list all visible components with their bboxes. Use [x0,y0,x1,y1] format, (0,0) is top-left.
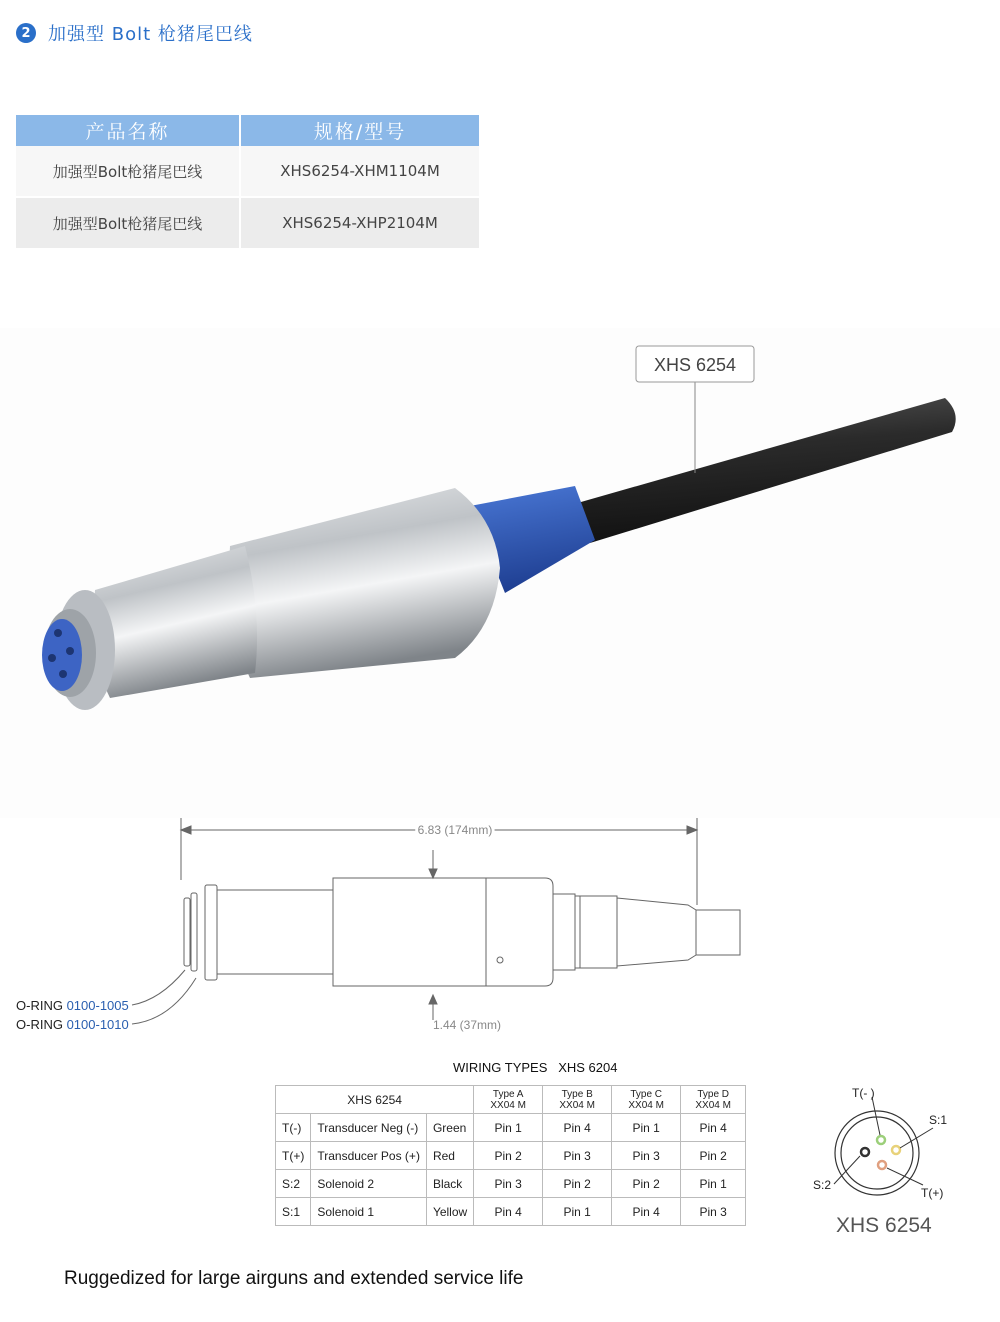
product-photo [0,328,1000,818]
wire-pin: Pin 4 [474,1198,543,1226]
section-number-badge: 2 [16,23,36,43]
section-title: 加强型 Bolt 枪猪尾巴线 [48,24,253,45]
footer-tagline: Ruggedized for large airguns and extended service life [64,1268,524,1289]
wire-pin: Pin 1 [681,1170,746,1198]
wire-code: S:1 [276,1198,311,1226]
wire-pin: Pin 2 [474,1142,543,1170]
pinout-inner-ring [841,1117,913,1189]
wiring-type-header: Type D XX04 M [681,1086,746,1114]
spec-cell-name: 加强型Bolt枪猪尾巴线 [16,146,240,197]
wire-pin: Pin 2 [612,1170,681,1198]
wire-pin: Pin 1 [543,1198,612,1226]
pin-label-s2: S:2 [813,1178,832,1192]
spec-header-name: 产品名称 [16,115,240,146]
section-header [16,20,253,46]
spec-cell-model: XHS6254-XHM1104M [240,146,479,197]
wire-pin: Pin 3 [543,1142,612,1170]
wiring-table [275,1085,746,1226]
spec-cell-model: XHS6254-XHP2104M [240,197,479,248]
wiring-row [276,1114,746,1142]
callout-label: XHS 6254 [653,355,737,375]
pin-label-s1: S:1 [929,1113,948,1127]
length-label: 6.83 (174mm) [417,823,493,837]
wire-pin: Pin 4 [681,1114,746,1142]
pin-s1-marker [892,1146,900,1154]
connector-neck [94,546,257,698]
pinout-caption: XHS 6254 [836,1214,932,1237]
pin-s2-marker [861,1148,869,1156]
diameter-label: 1.44 (37mm) [432,1018,502,1032]
socket-hole [59,670,67,678]
connector-body [229,488,500,678]
wire-color: Black [426,1170,473,1198]
pin-tneg-marker [877,1136,885,1144]
oring-label-1: O-RING 0100-1005 [16,998,129,1013]
wire-function: Transducer Neg (-) [311,1114,427,1142]
wire-pin: Pin 3 [474,1170,543,1198]
pinout-diagram [810,1080,990,1210]
wire-pin: Pin 3 [681,1198,746,1226]
wire-function: Solenoid 1 [311,1198,427,1226]
socket-hole [54,629,62,637]
wire-code: T(+) [276,1142,311,1170]
socket-hole [48,654,56,662]
spec-cell-name: 加强型Bolt枪猪尾巴线 [16,197,240,248]
wire-color: Red [426,1142,473,1170]
wiring-type-header: Type B XX04 M [543,1086,612,1114]
oring-label-2: O-RING 0100-1010 [16,1017,129,1032]
cable [560,398,956,543]
pinout-outer-ring [835,1111,919,1195]
wire-pin: Pin 2 [543,1170,612,1198]
wire-pin: Pin 4 [612,1198,681,1226]
spec-row [16,146,479,197]
wiring-corner: XHS 6254 [276,1086,474,1114]
spec-table [16,115,479,248]
technical-drawing [0,810,1000,1040]
wire-pin: Pin 1 [474,1114,543,1142]
wire-pin: Pin 1 [612,1114,681,1142]
wire-pin: Pin 2 [681,1142,746,1170]
socket-hole [66,647,74,655]
spec-row [16,197,479,248]
spec-header-model: 规格/型号 [240,115,479,146]
wiring-row [276,1142,746,1170]
pin-tpos-marker [878,1161,886,1169]
wire-code: S:2 [276,1170,311,1198]
wiring-type-header: Type A XX04 M [474,1086,543,1114]
connector-illustration [0,328,1000,818]
wiring-type-header: Type C XX04 M [612,1086,681,1114]
pin-label-tpos: T(+) [921,1186,944,1200]
wire-color: Yellow [426,1198,473,1226]
wiring-row [276,1198,746,1226]
wire-function: Transducer Pos (+) [311,1142,427,1170]
connector-face [42,619,82,691]
pin-label-tneg: T(- ) [852,1086,875,1100]
wire-code: T(-) [276,1114,311,1142]
wiring-title: WIRING TYPES XHS 6204 [453,1060,618,1075]
wire-color: Green [426,1114,473,1142]
wire-pin: Pin 4 [543,1114,612,1142]
wiring-row [276,1170,746,1198]
wire-function: Solenoid 2 [311,1170,427,1198]
wire-pin: Pin 3 [612,1142,681,1170]
